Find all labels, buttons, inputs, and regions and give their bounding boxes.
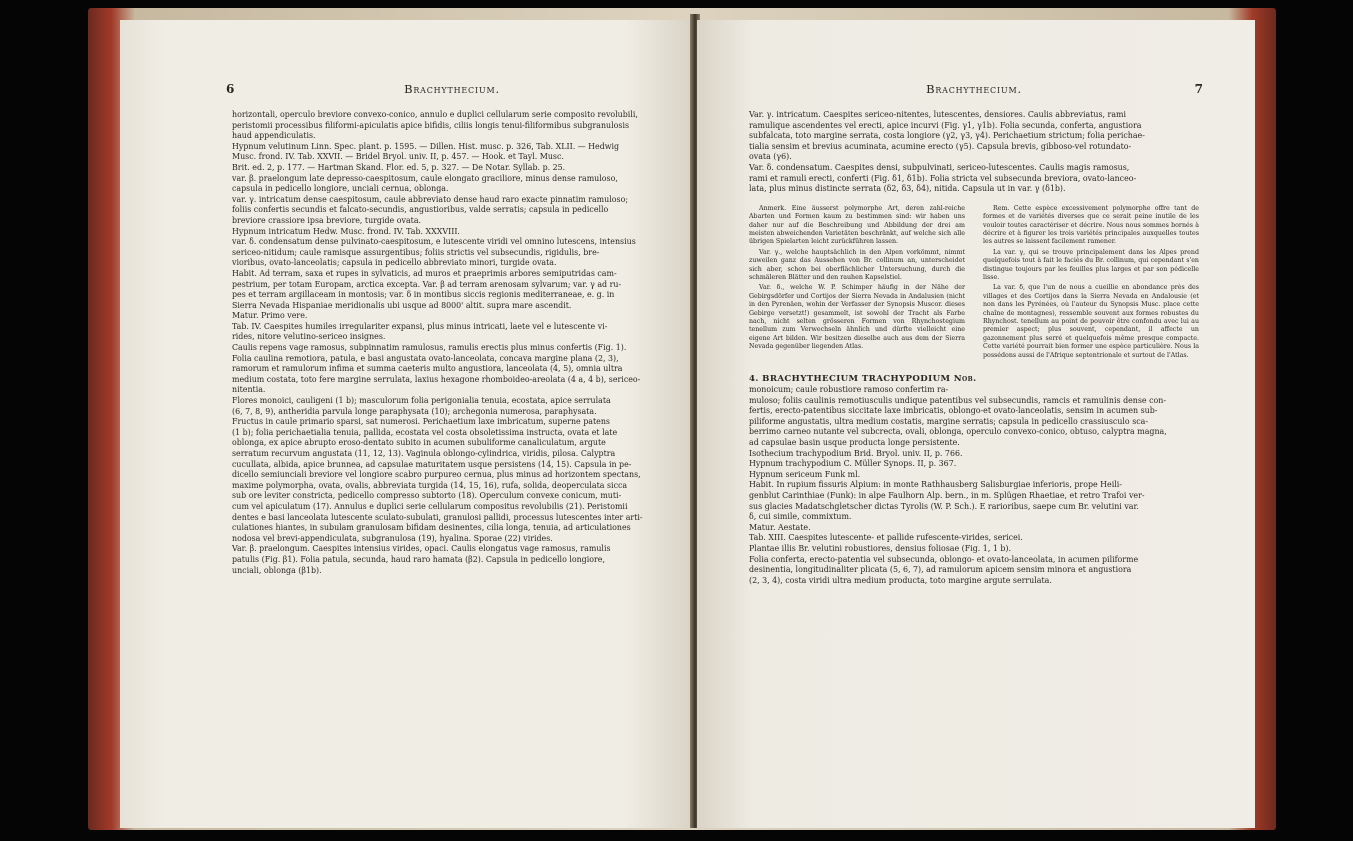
left-text-line: patulis (Fig. β1). Folia patula, secunda, haud raro hamata (β2). Capsula in pedicello longiore, [232,554,605,564]
left-text-line: pes et terram argillaceam in montosis; var. δ in montibus siccis regionis mediterraneae, e. g. in [232,290,615,300]
right-top-text-line: lata, plus minus distincte serrata (δ2, δ3, δ4), nitida. Capsula ut in var. γ (δ1b). [749,184,1066,194]
right-page-number: 7 [1194,82,1203,96]
left-text-line: Hypnum velutinum Linn. Spec. plant. p. 1595. — Dillen. Hist. musc. p. 326, Tab. XLII. — Hedwig [232,141,620,151]
left-text-line: breviore crassiore ipsa breviore, turgide ovata. [232,215,422,225]
left-text-line: nodosa vel brevi-appendiculata, subgranulosa (19), hyalina. Sporae (22) virides. [232,533,553,543]
left-text-line: Hypnum intricatum Hedw. Musc. frond. IV. Tab. XXXVIII. [232,226,460,236]
left-text-line: dicello semiunciali breviore vel longiore scabro purpureo cernua, plus minus ad horizontem spectans, [232,470,641,480]
left-text-line: nitentia. [232,385,266,395]
left-text-line: Caulis repens vage ramosus, subpinnatim ramulosus, ramulis erectis plus minus confertis (Fig. 1). [232,343,627,353]
left-running-title: Brachythecium. [404,82,500,96]
left-text-line: capsula in pedicello longiore, unciali cernua, oblonga. [232,184,449,194]
left-text-line: var. β. praelongum late depresso-caespitosum, caule elongato graciliore, minus dense ramuloso, [232,173,618,183]
left-text-line: sub ore leviter constricta, pedicello compresso subtorto (18). Operculum convexe conicum, muti- [232,491,622,501]
german-remark-line: Anmerk. Eine äusserst polymorphe Art, deren zahl-reiche Abarten und Formen kaum zu bestimmen sind: wir haben uns daher nur auf die Beschreibung und Abbildung der drei am meisten abweichenden Varietäten beschränkt, auf welche sich alle übrigen Spielarten leicht zurückführen lassen. [749,204,965,246]
right-running-title: Brachythecium. [926,82,1022,96]
right-page [697,20,1255,828]
right-bottom-text-line: Habit. In rupium fissuris Alpium: in monte Rathhausberg Salisburgiae inferioris, prope Heili- [749,480,1122,490]
right-bottom-text-line: δ, cui simile, commixtum. [749,512,852,522]
left-text-line: foliis confertis secundis et falcato-secundis, angustioribus, valde serratis; capsula in pedicello [232,205,609,215]
right-bottom-text-line: Folia conferta, erecto-patentia vel subsecunda, oblongo- et ovato-lanceolata, in acumen piliforme [749,554,1139,564]
right-bottom-text-line: fertis, erecto-patentibus siccitate laxe imbricatis, oblongo-et ovato-lanceolatis, sensim in acumen sub- [749,406,1158,416]
right-body-text-bottom [749,385,1199,586]
right-top-text-line: ramulique ascendentes vel erecti, apice incurvi (Fig. γ1, γ1b). Folia secunda, conferta, angustiora [749,120,1142,130]
right-running-head [749,82,1203,100]
right-bottom-text-line: berrimo carneo nutante vel subcrecta, ovali, oblonga, operculo convexo-conico, obtuso, calyptra magna, [749,427,1167,437]
left-text-line: rides, nitore velutino-sericeo insignes. [232,332,386,342]
right-top-text-line: Var. γ. intricatum. Caespites sericeo-nitentes, lutescentes, densiores. Caulis abbreviatus, rami [749,110,1127,119]
left-text-line: Flores monoici, cauligeni (1 b); masculorum folia perigonialia tenuia, ecostata, apice serrulata [232,396,611,406]
french-remark-line: La var. γ, qui se trouve principalement dans les Alpes prend quelquefois tout à fait le faciès du Br. collinum, qui cependant s'en distingue toujours par les feuilles plus larges et par son pédicelle lisse. [983,248,1199,281]
left-text-line: var. γ. intricatum dense caespitosum, caule abbreviato dense haud raro exacte pinnatim ramuloso; [232,194,628,204]
left-text-line: var. δ. condensatum dense pulvinato-caespitosum, e lutescente viridi vel omnino lutescens, intensius [232,237,636,247]
left-text-line: peristomii processibus filiformi-apiculatis apice bifidis, ciliis longis tenui-filiformibus subgranulosis [232,120,630,130]
left-text-line: vioribus, ovato-lanceolatis; capsula in pedicello abbreviato minori, turgide ovata. [232,258,557,268]
left-text-line: Sierra Nevada Hispaniae meridionalis ubi usque ad 8000' altit. supra mare ascendit. [232,300,572,310]
left-text-line: medium costata, toto fere margine serrulata, laxius hexagone rhomboideo-areolata (4 a, 4 b), sericeo- [232,374,641,384]
left-text-line: Habit. Ad terram, saxa et rupes in sylvaticis, ad muros et praeprimis arbores semiputridas cam- [232,268,617,278]
left-text-line: maxime polymorpha, ovata, ovalis, abbreviata turgida (14, 15, 16), rufa, solida, deoperculata sicca [232,480,628,490]
right-bottom-text-line: (2, 3, 4), costa viridi ultra medium producta, toto margine argute serrulata. [749,575,1052,585]
right-bottom-text-line: desinentia, longitudinaliter plicata (5, 6, 7), ad ramulorum apicem sensim minora et angustiora [749,565,1132,575]
left-text-line: (6, 7, 8, 9), antheridia parvula longe paraphysata (10); archegonia numerosa, paraphysata. [232,406,597,416]
left-body-text [232,110,672,576]
left-text-line: cum vel apiculatum (17). Annulus e duplici serie cellularum compositus revolubilis (21). Peristomii [232,501,628,511]
right-bottom-text-line: Isothecium trachypodium Brid. Bryol. univ. II, p. 766. [749,448,963,458]
right-bottom-text-line: Tab. XIII. Caespites lutescente- et pallide rufescente-virides, sericei. [749,533,1023,543]
right-bottom-text-line: ad capsulae basin usque producta longe persistente. [749,438,960,448]
left-text-line: Musc. frond. IV. Tab. XXVII. — Bridel Bryol. univ. II, p. 457. — Hook. et Tayl. Musc. [232,152,564,162]
left-text-line: ramorum et ramulorum infima et summa caeteris multo angustiora, lanceolata (4, 5), omnia ultra [232,364,623,374]
left-text-line: pestrium, per totam Europam, arctica excepta. Var. β ad terram arenosam sylvarum; var. γ ad ru- [232,279,622,289]
left-text-line: unciali, oblonga (β1b). [232,565,322,575]
left-text-line: Tab. IV. Caespites humiles irregulariter expansi, plus minus intricati, laete vel e lutescente vi- [232,321,608,331]
right-top-text-line: ovata (γ6). [749,152,792,162]
left-text-line: Brit. ed. 2, p. 177. — Hartman Skand. Flor. ed. 5, p. 327. — De Notar. Syllab. p. 25. [232,162,566,172]
species-heading [749,374,1199,385]
right-top-text-line: rami et ramuli erecti, conferti (Fig. δ1, δ1b). Folia stricta vel subsecunda breviora, ovato-lanceo- [749,173,1137,183]
left-text-line: horizontali, operculo breviore convexo-conico, annulo e duplici cellularum serie composito revolubili, [232,110,638,119]
right-top-text-line: tialia sensim et brevius acuminata, acumine erecto (γ5). Capsula brevis, gibboso-vel rotundato- [749,141,1132,151]
french-remark-line: Rem. Cette espèce excessivement polymorphe offre tant de formes et de variétés diverses que ce serait peine inutile de les vouloir toutes caractériser et décrire. Nous nous sommes bornés à décrire et à figurer les trois variétés principales auxquelles toutes les autres se laissent facilement ramener. [983,204,1199,246]
left-page-content [226,82,672,576]
right-page-content [749,82,1203,586]
species-heading-title: 4. BRACHYTHECIUM TRACHYPODIUM Nob. [749,374,977,385]
left-text-line: sericeo-nitidum; caule ramisque assurgentibus; foliis strictis vel subsecundis, rigidulis, bre- [232,247,600,257]
right-bottom-text-line: muloso; foliis caulinis remotiusculis undique patentibus vel subsecundis, ramcis et ramulinis dense con- [749,395,1167,405]
right-bottom-text-line: Hypnum trachypodium C. Müller Synops. II, p. 367. [749,459,957,469]
left-page [120,20,693,828]
right-bottom-text-line: Plantae illis Br. velutini robustiores, densius foliosae (Fig. 1, 1 b). [749,543,1012,553]
right-bottom-text-line: piliforme angustatis, ultra medium costatis, margine serratis; capsula in pedicello crassiusculo sca- [749,416,1149,426]
right-bottom-text-line: monoicum; caule robustiore ramoso confertim ra- [749,385,949,395]
right-body-text-top [749,110,1199,195]
right-bottom-text-line: Matur. Aestate. [749,522,811,532]
right-bottom-text-line: Hypnum sericeum Funk ml. [749,469,861,479]
german-remark-line: Var. γ., welche hauptsächlich in den Alpen vorkömmt, nimmt zuweilen ganz das Aussehen von Br. collinum an, unterscheidet sich aber, schon bei oberflächlicher Untersuchung, durch die schmäleren Blätter und den rauhen Kapselstiel. [749,248,965,281]
left-text-line: (1 b); folia perichaetialia tenuia, pallida, ecostata vel costa obsoletissima instructa, ovata et late [232,427,618,437]
left-text-line: Matur. Primo vere. [232,311,308,321]
right-top-text-line: subfalcata, toto margine serrata, costa longiore (γ2, γ3, γ4). Perichaetium strictum; folia perichae- [749,131,1145,141]
left-text-line: Fructus in caule primario sparsi, sat numerosi. Perichaetium laxe imbricatum, superne patens [232,417,610,427]
left-text-line: haud appendiculatis. [232,131,316,141]
remarks-two-column [749,205,1199,362]
french-remark-line: La var. δ, que l'un de nous a cueillie en abondance près des villages et des Cortijos dans la Sierra Nevada en Andalousie (et non dans les Pyrénées, où l'auteur du Synopsis Musc. place cette chaîne de montagnes), ressemble souvent aux formes robustes du Rhynchost. tenellum au point de pouvoir être confondu avec lui au premier aspect; plus souvent, cependant, il affecte un gazonnement plus serré et quelquefois même presque compacte. Cette variété pourrait bien former une espèce particulière. Nous la possédons aussi de l'Afrique septentrionale et surtout de l'Atlas. [983,284,1199,359]
left-text-line: cucullata, albida, apice brunnea, ad capsulae maturitatem usque persistens (14, 15). Capsula in pe- [232,459,632,469]
remark-german-column [749,205,965,362]
remark-french-column [983,205,1199,362]
right-bottom-text-line: sus glacies Madatschgletscher dictas Tyrolis (W. P. Sch.). E rarioribus, saepe cum Br. velutini var. [749,501,1139,511]
left-text-line: Var. β. praelongum. Caespites intensius virides, opaci. Caulis elongatus vage ramosus, ramulis [232,544,611,554]
left-page-number: 6 [226,82,235,96]
left-text-line: serratum recurvum angustata (11, 12, 13). Vaginula oblongo-cylindrica, viridis, pilosa. Calyptra [232,449,616,458]
left-running-head [226,82,672,100]
right-bottom-text-line: genblut Carinthiae (Funk): in alpe Faulhorn Alp. bern., in m. Splügen Rhaetiae, et retro Trafoi ver- [749,491,1145,500]
left-text-line: Folia caulina remotiora, patula, e basi angustata ovato-lanceolata, concava margine plana (2, 3), [232,353,619,363]
left-text-line: culationes hiantes, in subulam granulosam bifidam desinentes, cilia longa, tenuia, ad articulationes [232,523,631,533]
left-text-line: oblonga, ex apice abrupto eroso-dentato subito in acumen subuliforme canaliculatum, argute [232,438,606,448]
german-remark-line: Var. δ., welche W. P. Schimper häufig in der Nähe der Gebirgsdörfer und Cortijos der Sierra Nevada in Andalusien (nicht in den Pyrenäen, wohin der Verfasser der Synopsis Muscor. dieses Gebirge versetzt!) gesammelt, ist sowohl der Tracht als Farbe nach, nicht selten grösseren Formen von Rhynchostegium tenellum zum Verwechseln ähnlich und dürfte vielleicht eine eigene Art bilden. Wir besitzen dieselbe auch aus dem der Sierra Nevada gegenüber liegenden Atlas. [749,284,965,351]
left-text-line: dentes e basi lanceolata lutescente sculato-subulati, granulosi pallidi, processus lutescentes inter arti- [232,512,643,522]
right-top-text-line: Var. δ. condensatum. Caespites densi, subpulvinati, sericeo-lutescentes. Caulis magis ramosus, [749,162,1130,172]
